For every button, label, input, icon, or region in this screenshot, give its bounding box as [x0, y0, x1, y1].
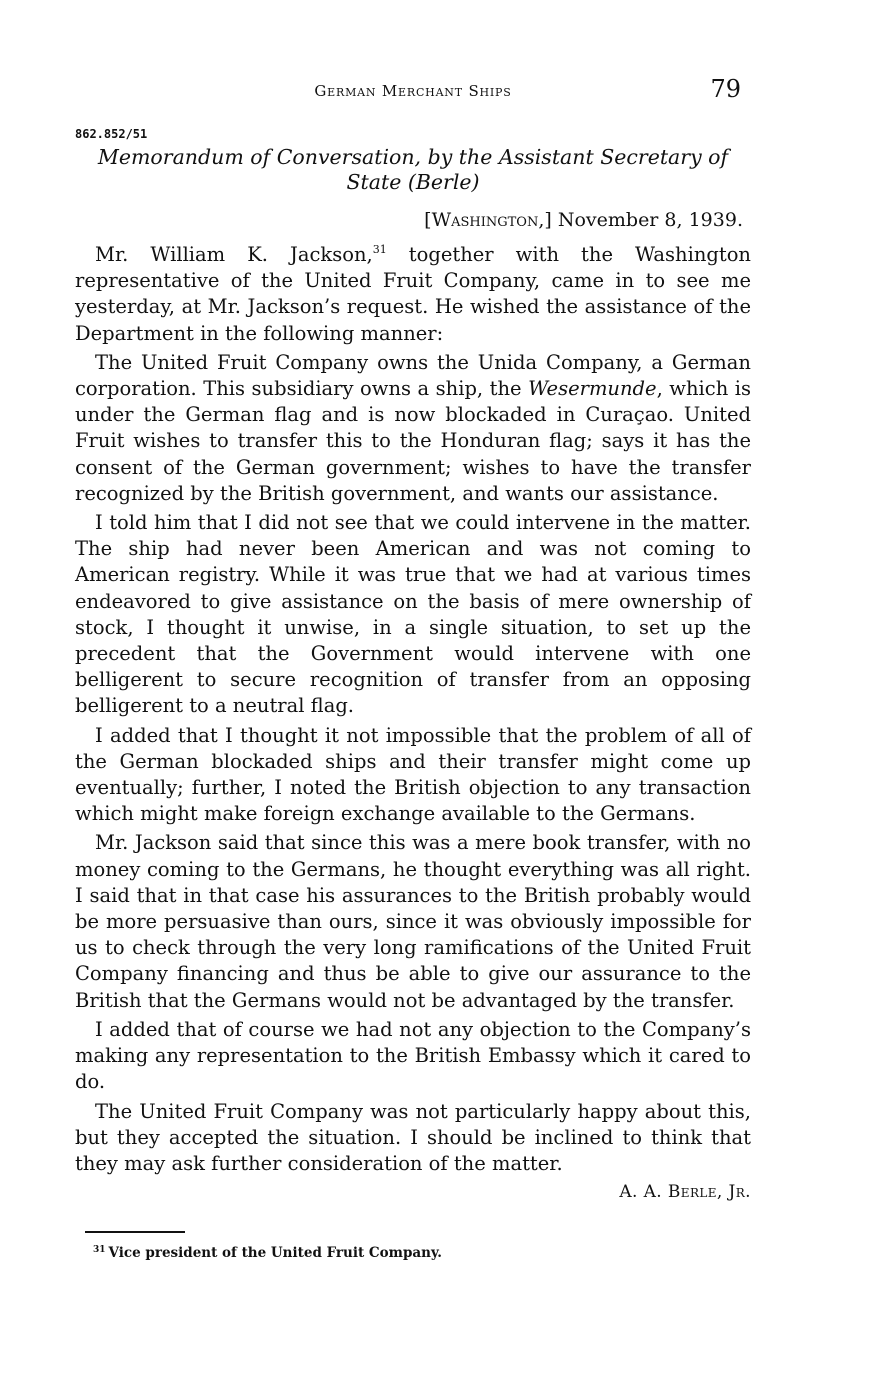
paragraph-1-start: Mr. William K. Jackson, — [95, 243, 373, 266]
document-title: Memorandum of Conversation, by the Assistant Secretary of State (Berle) — [97, 145, 729, 194]
memorandum-body — [75, 242, 751, 1177]
paragraph-5: Mr. Jackson said that since this was a mere book transfer, with no money coming to the Germans, he thought everything was all right. I said that in that case his assurances to the British probably would be more persuasive than ours, since it was obviously impossible for us to check through the very long ramifications of the United Fruit Company financing and thus be able to give our assurance to the British that the Germans would not be advantaged by the transfer. — [75, 831, 751, 1012]
signature: A. A. Berle, Jr. — [619, 1182, 751, 1203]
paragraph-3: I told him that I did not see that we could intervene in the matter. The ship had never been American and was not coming to American registry. While it was true that we had at various times endeavored to give assistance on the basis of mere ownership of stock, I thought it unwise, in a single situation, to set up the precedent that the Government would intervene with one belligerent to secure recognition of transfer from an opposing belligerent to a neutral flag. — [75, 511, 751, 718]
ship-name: Wesermunde — [528, 377, 657, 401]
footnote — [93, 1245, 751, 1261]
dateline-date: November 8, 1939. — [557, 209, 743, 231]
page-number: 79 — [710, 75, 741, 103]
dateline — [75, 208, 751, 233]
paragraph-4: I added that I thought it not impossible that the problem of all of the German blockaded ships and their transfer might come up eventually; further, I noted the British objection to any transaction which might make foreign exchange available to the Germans. — [75, 723, 751, 826]
footnote-divider — [85, 1231, 185, 1233]
document-page — [75, 70, 751, 1261]
paragraph-2 — [75, 350, 751, 507]
paragraph-1-rest: together with the Washington representative of the United Fruit Company, came in to see me yesterday, at Mr. Jackson’s request. He wished the assistance of the Department in the following manner: — [75, 243, 751, 345]
paragraph-2-start: The United Fruit Company owns the Unida Company, a German corporation. This subsidiary owns a ship, the — [75, 350, 751, 401]
footnote-reference: 31 — [372, 243, 387, 256]
file-number: 862.852/51 — [75, 127, 148, 141]
running-header — [75, 70, 751, 110]
dateline-place: [Washington,] — [424, 209, 552, 231]
running-title: German Merchant Ships — [314, 82, 512, 100]
paragraph-1 — [75, 242, 751, 347]
footnote-text: Vice president of the United Fruit Company. — [108, 1245, 442, 1262]
paragraph-7: The United Fruit Company was not particularly happy about this, but they accepted the situation. I should be inclined to think that they may ask further consideration of the matter. — [75, 1099, 751, 1175]
footnote-marker: 31 — [93, 1245, 106, 1256]
paragraph-2-rest: , which is under the German flag and is now blockaded in Curaçao. United Fruit wishes to transfer this to the Honduran flag; says it has the consent of the German government; wishes to have the transfer recognized by the British government, and wants our assistance. — [75, 377, 751, 505]
paragraph-6: I added that of course we had not any objection to the Company’s making any representation to the British Embassy which it cared to do. — [75, 1017, 751, 1094]
